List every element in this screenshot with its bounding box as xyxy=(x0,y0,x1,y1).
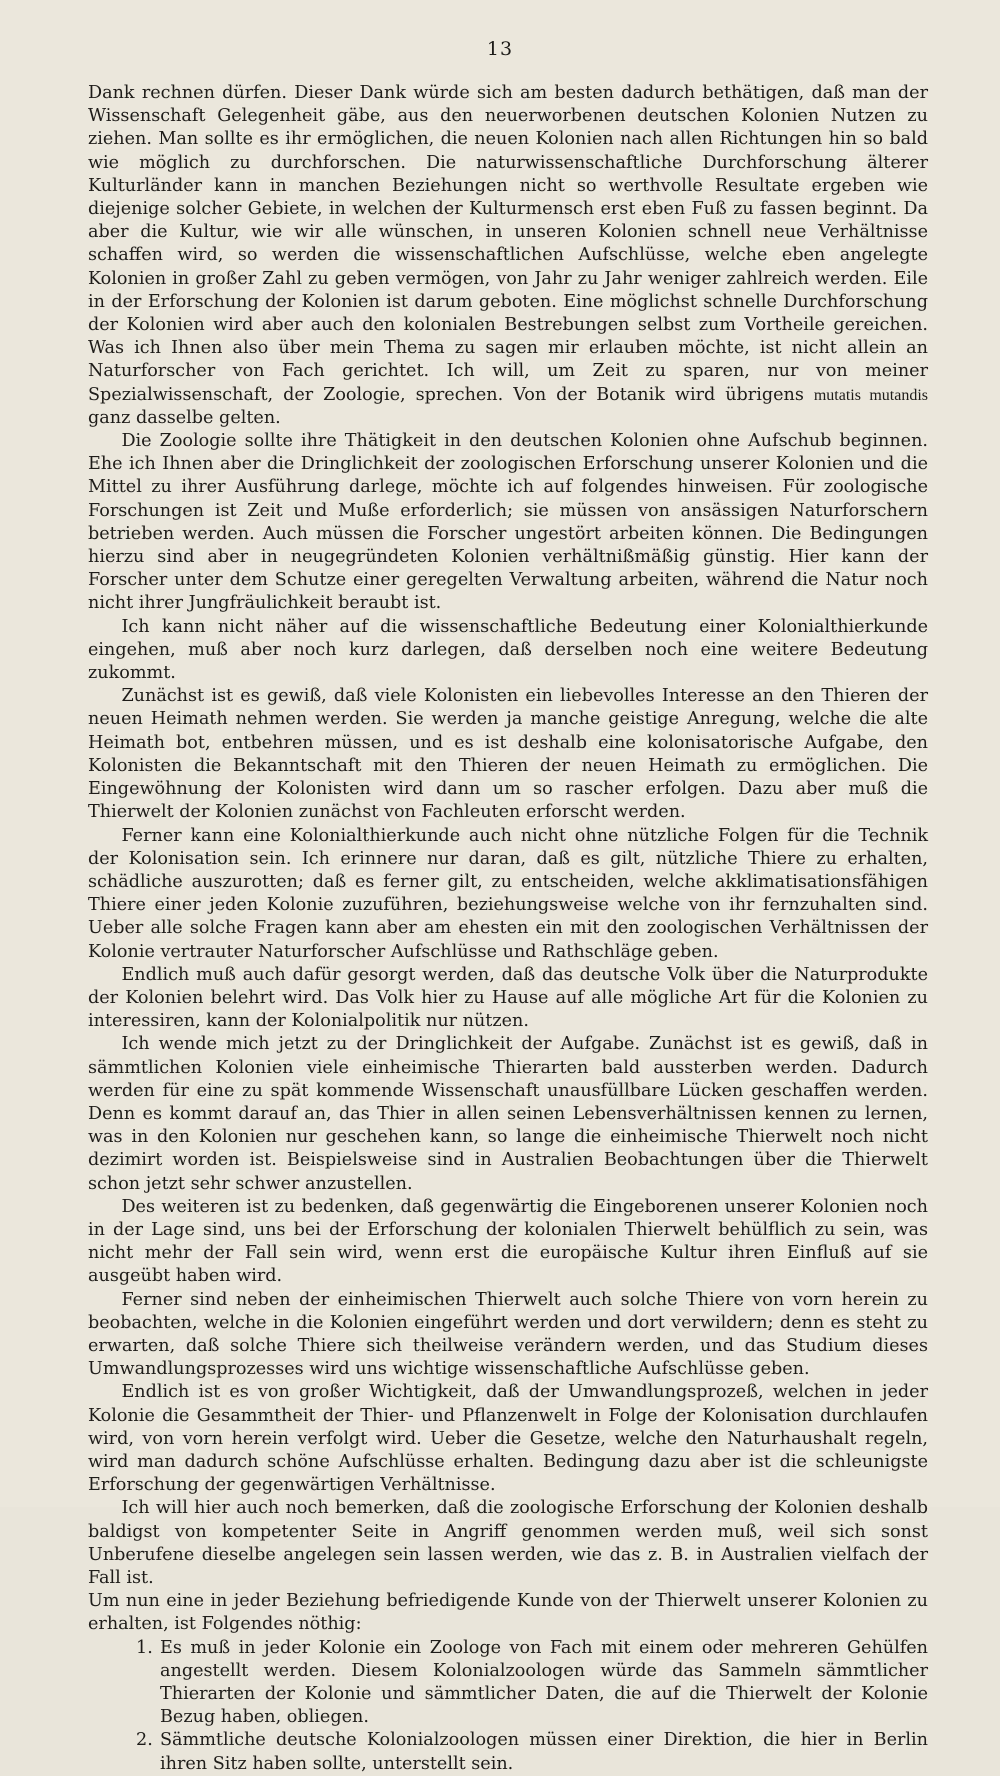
list-number: 1. xyxy=(136,1637,153,1658)
list-item-text: Sämmtliche deutsche Kolonialzoologen müssen einer Direktion, die hier in Berlin ihren Sitz haben sollte, unterstellt sein. xyxy=(160,1730,928,1774)
paragraph: Endlich muß auch dafür gesorgt werden, daß das deutsche Volk über die Naturprodukte der Kolonien belehrt wird. Das Volk hier zu Hause auf alle mögliche Art für die Kolonien zu interessiren, kann der Kolonialpolitik nur nützen. xyxy=(88,964,928,1032)
list-item xyxy=(136,1729,928,1775)
paragraph-text: ganz dasselbe gelten. xyxy=(88,407,281,428)
paragraph: Des weiteren ist zu bedenken, daß gegenwärtig die Eingeborenen unserer Kolonien noch in der Lage sind, uns bei der Erforschung der kolonialen Thierwelt behülflich zu sein, was nicht mehr der Fall sein wird, wenn erst die europäische Kultur ihren Einfluß auf sie ausgeübt haben wird. xyxy=(88,1196,928,1287)
paragraph: Ich wende mich jetzt zu der Dringlichkeit der Aufgabe. Zunächst ist es gewiß, daß in sämmtlichen Kolonien viele einheimische Thierarten bald aussterben werden. Dadurch werden für eine zu spät kommende Wissenschaft unausfüllbare Lücken geschaffen werden. Denn es kommt darauf an, das Thier in allen seinen Lebensverhältnissen kennen zu lernen, was in den Kolonien nur geschehen kann, so lange die einheimische Thierwelt noch nicht dezimirt worden ist. Beispielsweise sind in Australien Beobachtungen über die Thierwelt schon jetzt sehr schwer anzustellen. xyxy=(88,1034,928,1194)
paragraph: Ferner kann eine Kolonialthierkunde auch nicht ohne nützliche Folgen für die Technik der Kolonisation sein. Ich erinnere nur daran, daß es gilt, nützliche Thiere zu erhalten, schädliche auszurotten; daß es ferner gilt, zu entscheiden, welche akklimatisationsfähigen Thiere einer jeden Kolonie zuzuführen, beziehungsweise welche von ihr fernzuhalten sind. Ueber alle solche Fragen kann aber am ehesten ein mit den zoologischen Verhältnissen der Kolonie vertrauter Naturforscher Aufschlüsse und Rathschläge geben. xyxy=(88,825,928,962)
numbered-list xyxy=(88,1637,928,1776)
list-item xyxy=(136,1637,928,1730)
latin-phrase: mutatis mutandis xyxy=(813,386,928,404)
paragraph xyxy=(88,82,928,430)
paragraph: Endlich ist es von großer Wichtigkeit, daß der Umwandlungsprozeß, welchen in jeder Kolonie die Gesammtheit der Thier- und Pflanzenwelt in Folge der Kolonisation durchlaufen wird, von vorn herein verfolgt wird. Ueber die Gesetze, welche den Naturhaushalt regeln, wird man dadurch schöne Aufschlüsse erhalten. Bedingung dazu aber ist die schleunigste Erforschung der gegenwärtigen Verhältnisse. xyxy=(88,1382,928,1496)
paragraph: Ich kann nicht näher auf die wissenschaftliche Bedeutung einer Kolonialthierkunde eingehen, muß aber noch kurz darlegen, daß derselben noch eine weitere Bedeutung zukommt. xyxy=(88,616,928,684)
paragraph: Zunächst ist es gewiß, daß viele Kolonisten ein liebevolles Interesse an den Thieren der neuen Heimath nehmen werden. Sie werden ja manche geistige Anregung, welche die alte Heimath bot, entbehren müssen, und es ist deshalb eine kolonisatorische Aufgabe, den Kolonisten die Bekanntschaft mit den Thieren der neuen Heimath zu ermöglichen. Die Eingewöhnung der Kolonisten wird dann um so rascher erfolgen. Dazu aber muß die Thierwelt der Kolonien zunächst von Fachleuten erforscht werden. xyxy=(88,686,928,823)
paragraph: Ich will hier auch noch bemerken, daß die zoologische Erforschung der Kolonien deshalb baldigst von kompetenter Seite in Angriff genommen werden muß, weil sich sonst Unberufene dieselbe angelegen sein lassen werden, wie das z. B. in Australien vielfach der Fall ist. xyxy=(88,1498,928,1588)
list-item-text: Es muß in jeder Kolonie ein Zoologe von Fach mit einem oder mehreren Gehülfen angestellt werden. Diesem Kolonialzoologen würde das Sammeln sämmtlicher Thierarten der Kolonie und sämmtlicher Daten, die auf die Thierwelt der Kolonie Bezug haben, obliegen. xyxy=(160,1637,928,1728)
body-text xyxy=(88,82,928,1776)
paragraph: Ferner sind neben der einheimischen Thierwelt auch solche Thiere von vorn herein zu beobachten, welche in die Kolonien eingeführt werden und dort verwildern; denn es steht zu erwarten, daß solche Thiere sich theilweise verändern werden, und das Studium dieses Umwandlungsprozesses wird uns wichtige wissenschaftliche Aufschlüsse geben. xyxy=(88,1289,928,1380)
page-number: 13 xyxy=(486,38,514,60)
paragraph: Um nun eine in jeder Beziehung befriedigende Kunde von der Thierwelt unserer Kolonien zu erhalten, ist Folgendes nöthig: xyxy=(88,1591,928,1635)
paragraph: Die Zoologie sollte ihre Thätigkeit in den deutschen Kolonien ohne Aufschub beginnen. Ehe ich Ihnen aber die Dringlichkeit der zoologischen Erforschung unserer Kolonien und die Mittel zu ihrer Ausführung darlege, möchte ich auf folgendes hinweisen. Für zoologische Forschungen ist Zeit und Muße erforderlich; sie müssen von ansässigen Naturforschern betrieben werden. Auch müssen die Forscher ungestört arbeiten können. Die Bedingungen hierzu sind aber in neugegründeten Kolonien verhältnißmäßig günstig. Hier kann der Forscher unter dem Schutze einer geregelten Verwaltung arbeiten, während die Natur noch nicht ihrer Jungfräulichkeit beraubt ist. xyxy=(88,431,928,614)
list-number: 2. xyxy=(136,1730,153,1751)
paragraph-text: Dank rechnen dürfen. Dieser Dank würde sich am besten dadurch bethätigen, daß man der Wissenschaft Gelegenheit gäbe, aus den neuerworbenen deutschen Kolonien Nutzen zu ziehen. Man sollte es ihr ermöglichen, die neuen Kolonien nach allen Richtungen hin so bald wie möglich zu durchforschen. Die naturwissenschaftliche Durchforschung älterer Kulturländer kann in manchen Beziehungen nicht so werthvolle Resultate ergeben wie diejenige solcher Gebiete, in welchen der Kulturmensch erst eben Fuß zu fassen beginnt. Da aber die Kultur, wie wir alle wünschen, in unseren Kolonien schnell neue Verhältnisse schaffen wird, so werden die wissenschaftlichen Aufschlüsse, welche eben angelegte Kolonien in großer Zahl zu geben vermögen, von Jahr zu Jahr weniger zahlreich werden. Eile in der Erforschung der Kolonien ist darum geboten. Eine möglichst schnelle Durchforschung der Kolonien wird aber auch den kolonialen Bestrebungen selbst zum Vortheile gereichen. Was ich Ihnen also über mein Thema zu sagen mir erlauben möchte, ist nicht allein an Naturforscher von Fach gerichtet. Ich will, um Zeit zu sparen, nur von meiner Spezialwissenschaft, der Zoologie, sprechen. Von der Botanik wird übrigens xyxy=(88,83,928,405)
